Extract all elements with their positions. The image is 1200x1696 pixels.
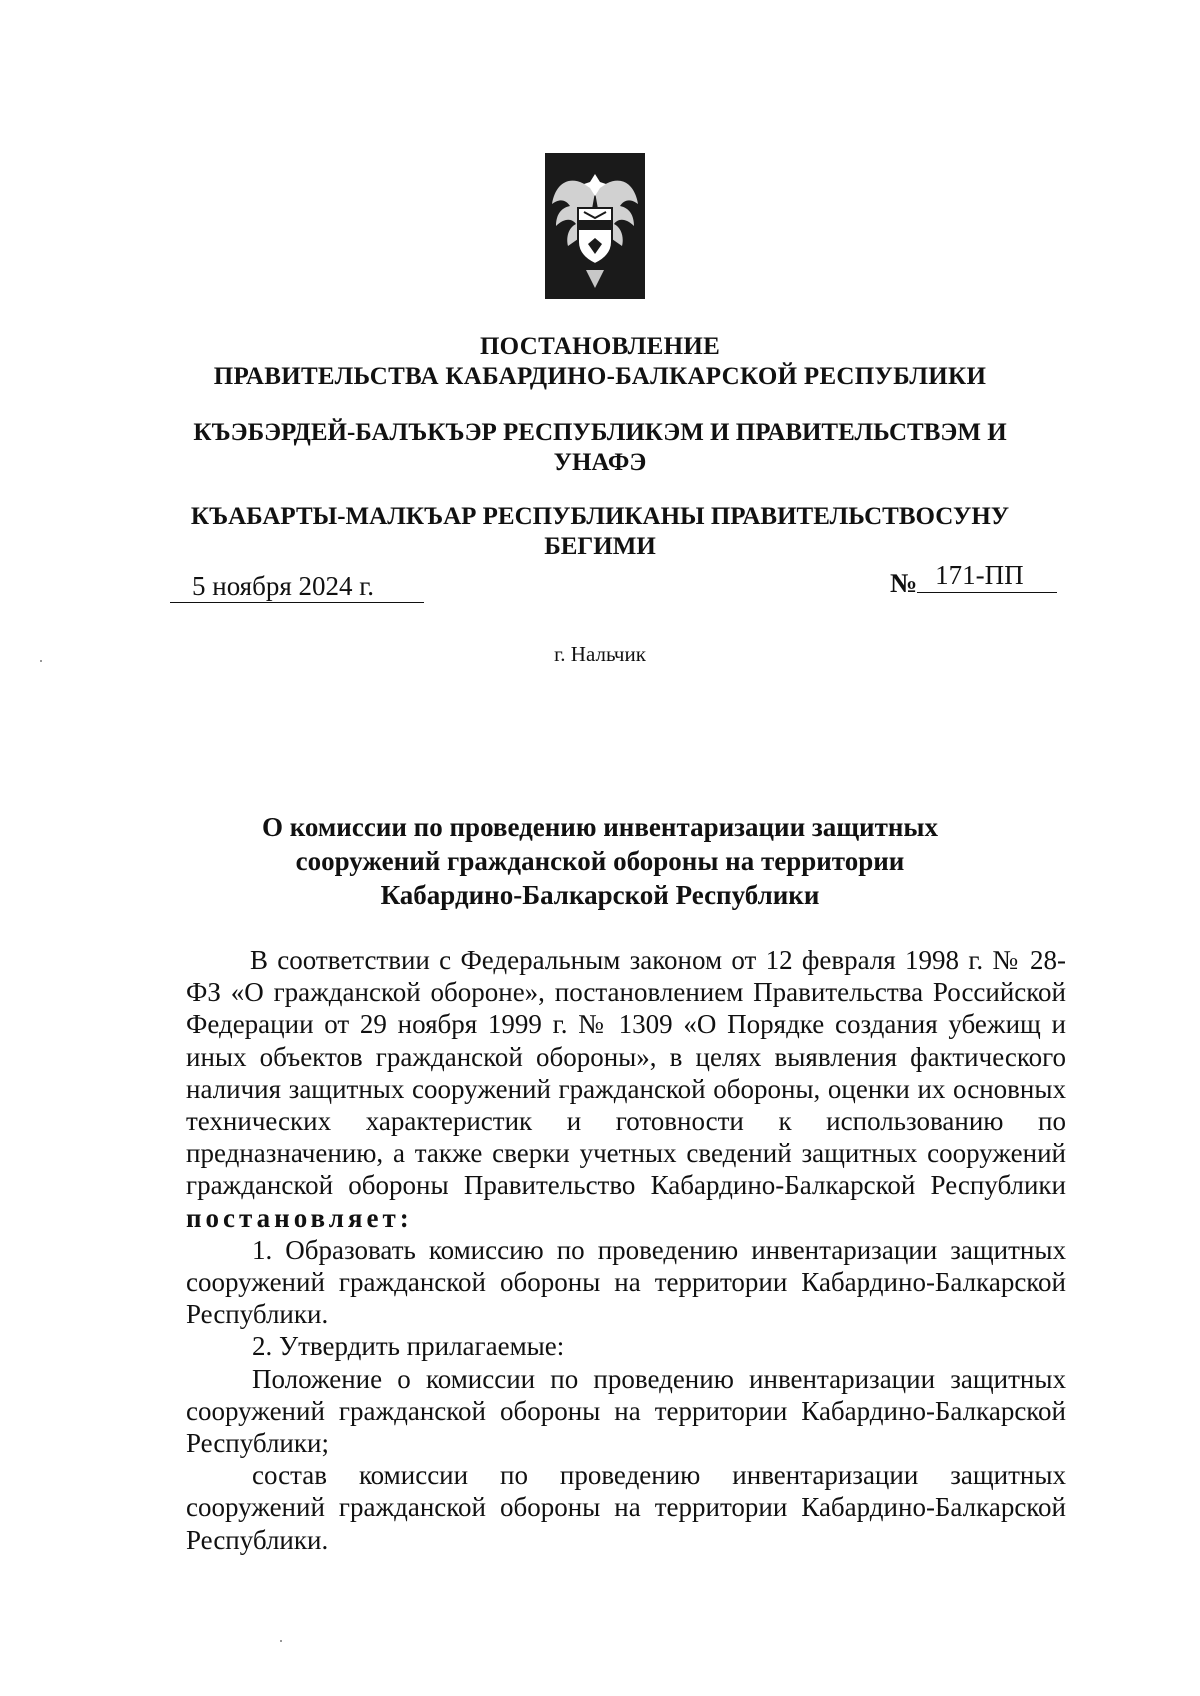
kabardian-header	[0, 418, 1200, 478]
preamble-paragraph	[186, 944, 1066, 1234]
kabardian-header-line2: УНАФЭ	[553, 449, 647, 476]
kabardian-header-line1: КЪЭБЭРДЕЙ-БАЛЪКЪЭР РЕСПУБЛИКЭМ И ПРАВИТЕЛЬСТВЭМ И	[193, 419, 1007, 446]
document-date: 5 ноября 2024 г.	[170, 570, 424, 603]
scan-speck	[280, 1640, 282, 1642]
document-number	[890, 560, 1057, 601]
subject-line3: Кабардино-Балкарской Республики	[380, 880, 820, 910]
number-label: №	[890, 568, 918, 598]
balkar-header	[0, 502, 1200, 562]
document-type: ПОСТАНОВЛЕНИЕ	[479, 333, 721, 360]
balkar-header-line1: КЪАБАРТЫ-МАЛКЪАР РЕСПУБЛИКАНЫ ПРАВИТЕЛЬСТВОСУНУ	[190, 503, 1010, 530]
city: г. Нальчик	[554, 642, 646, 666]
decree-word: постановляет:	[186, 1202, 413, 1233]
document-body	[186, 944, 1066, 1556]
document-header	[0, 332, 1200, 392]
subject-line1: О комиссии по проведению инвентаризации защитных	[261, 812, 939, 842]
number-value: 171-ПП	[917, 558, 1057, 593]
item-1: 1. Образовать комиссию по проведению инвентаризации защитных сооружений гражданской обороны на территории Кабардино-Балкарской Республики.	[186, 1234, 1066, 1330]
scan-speck	[40, 660, 42, 662]
item-2a: Положение о комиссии по проведению инвентаризации защитных сооружений гражданской обороны на территории Кабардино-Балкарской Республики;	[186, 1363, 1066, 1459]
issuing-authority: ПРАВИТЕЛЬСТВА КАБАРДИНО-БАЛКАРСКОЙ РЕСПУБЛИКИ	[213, 363, 987, 390]
document-subject	[0, 810, 1200, 912]
preamble-text: В соответствии с Федеральным законом от 12 февраля 1998 г. № 28-ФЗ «О гражданской обороне», постановлением Правительства Российской Федерации от 29 ноября 1999 г. № 1309 «О Порядке создания убежищ и иных объектов гражданской обороны», в целях выявления фактического наличия защитных сооружений гражданской обороны, оценки их основных технических характеристик и готовности к использованию по предназначению, а также сверки учетных сведений защитных сооружений гражданской обороны Правительство Кабардино-Балкарской Республики	[186, 945, 1066, 1201]
item-2: 2. Утвердить прилагаемые:	[252, 1331, 565, 1362]
balkar-header-line2: БЕГИМИ	[544, 533, 656, 560]
subject-line2: сооружений гражданской обороны на территории	[295, 846, 905, 876]
item-2b: состав комиссии по проведению инвентаризации защитных сооружений гражданской обороны на территории Кабардино-Балкарской Республики.	[186, 1460, 1066, 1555]
coat-of-arms-icon	[544, 152, 646, 300]
